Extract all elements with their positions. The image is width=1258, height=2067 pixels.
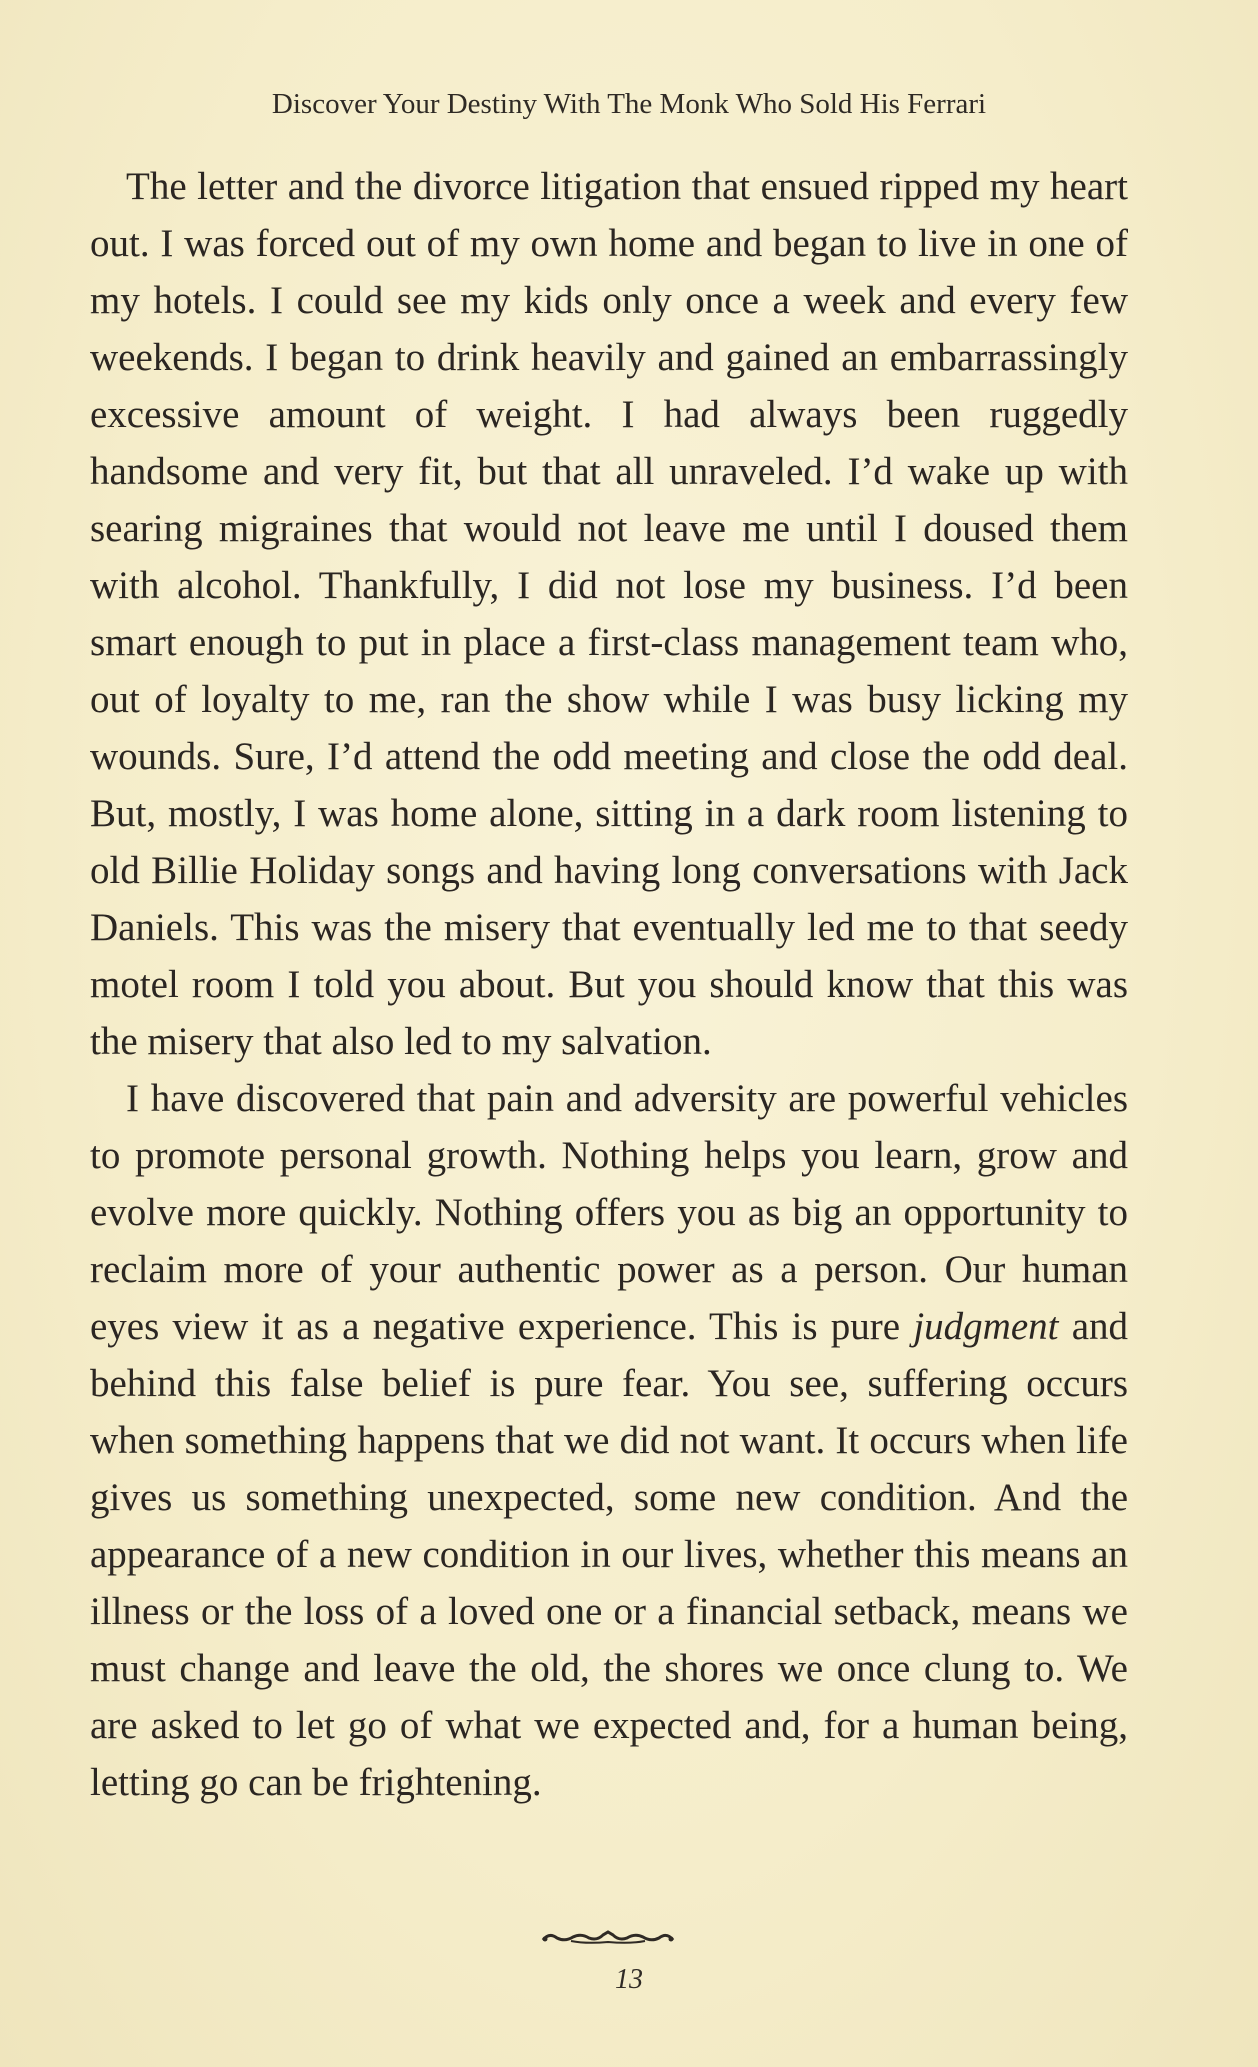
body-text: [90, 158, 1128, 1811]
paragraph-1: The letter and the divorce litigation that ensued ripped my heart out. I was forced out of my own home and began to live in one of my hotels. I could see my kids only once a week and every few weekends. I began to drink heavily and gained an embarrassingly excessive amount of weight. I had always been ruggedly handsome and very fit, but that all unraveled. I’d wake up with searing migraines that would not leave me until I doused them with alcohol. Thankfully, I did not lose my business. I’d been smart enough to put in place a first-class management team who, out of loyalty to me, ran the show while I was busy licking my wounds. Sure, I’d attend the odd meeting and close the odd deal. But, mostly, I was home alone, sitting in a dark room listening to old Billie Holiday songs and having long conversations with Jack Daniels. This was the misery that eventually led me to that seedy motel room I told you about. But you should know that this was the misery that also led to my salvation.: [90, 165, 1128, 1063]
paragraph-2-part-2: and behind this false belief is pure fear. You see, suffering occurs when something happens that we did not want. It occurs when life gives us something unexpected, some new condition. And the appearance of a new condition in our lives, whether this means an illness or the loss of a loved one or a financial setback, means we must change and leave the old, the shores we once clung to. We are asked to let go of what we expected and, for a human being, letting go can be frightening.: [90, 1305, 1129, 1804]
running-head: Discover Your Destiny With The Monk Who Sold His Ferrari: [271, 88, 987, 120]
paragraph-2: [90, 1070, 1128, 1811]
italic-word: judgment: [913, 1305, 1059, 1348]
paragraph-2-part-1: I have discovered that pain and adversity are powerful vehicles to promote personal growth. Nothing helps you learn, grow and evolve more quickly. Nothing offers you as big an opportunity to reclaim more of your authentic power as a person. Our human eyes view it as a negative experience. This is pure: [90, 1077, 1128, 1348]
page-number: 13: [615, 1964, 643, 1995]
ornament-flourish-icon: [541, 1928, 675, 1946]
